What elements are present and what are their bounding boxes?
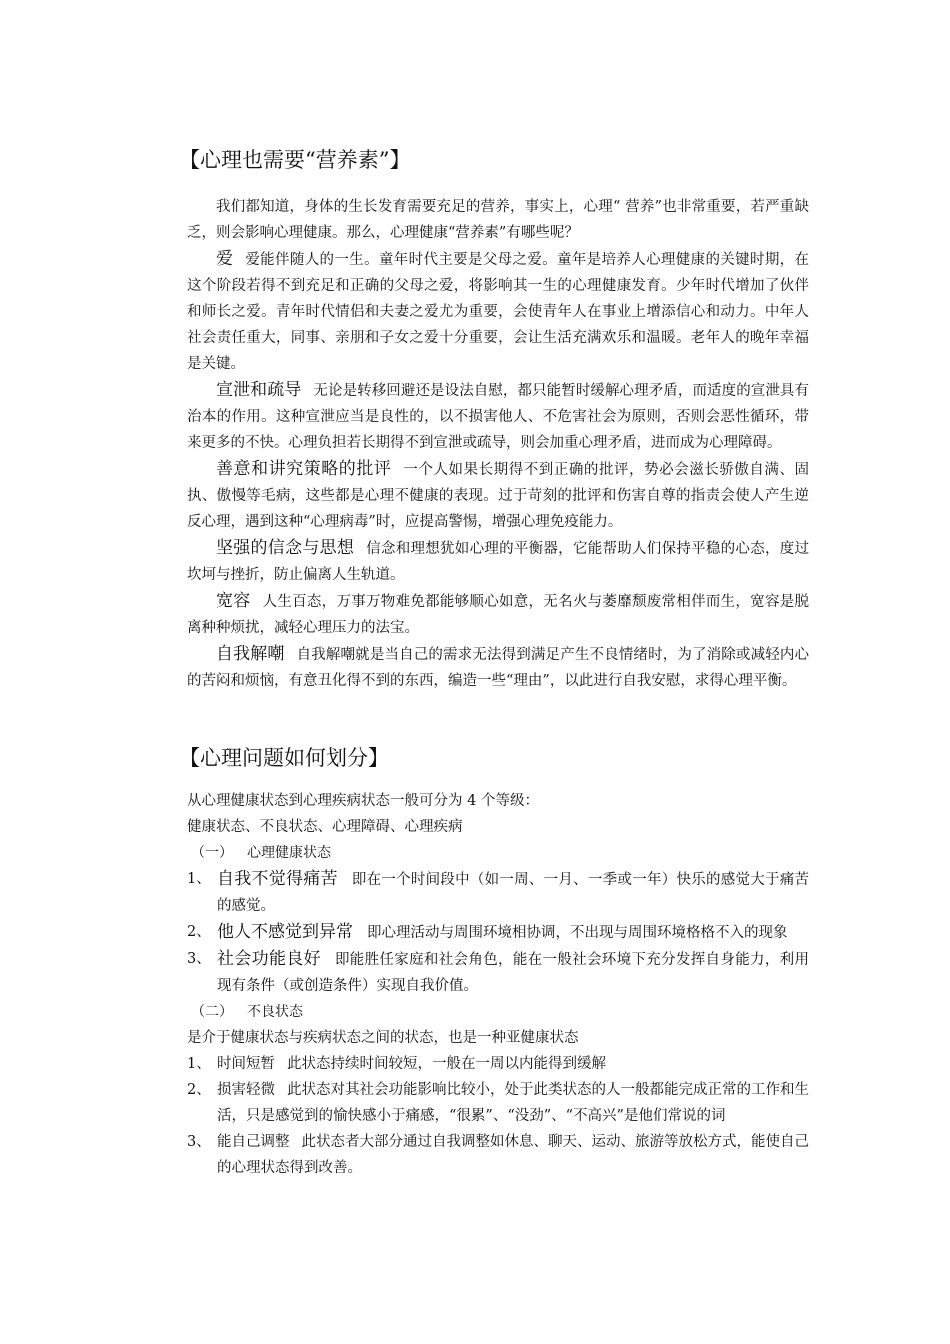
subsection-number: （一） <box>191 845 233 861</box>
section-classification <box>179 738 810 1181</box>
section-nutrition <box>179 140 810 694</box>
list-heading: 社会功能良好 <box>217 949 321 969</box>
list-number: 3、 <box>187 951 211 967</box>
list-item <box>187 1129 809 1181</box>
list-number: 2、 <box>187 1082 211 1098</box>
list-number: 3、 <box>187 1134 211 1150</box>
item-text: 信念和理想犹如心理的平衡器，它能帮助人们保持平稳的心态，度过坎坷与挫折，防止偏离人生轨道。 <box>187 541 810 583</box>
item-text: 无论是转移回避还是设法自慰，都只能暂时缓解心理矛盾，而适度的宣泄具有治本的作用。这种宣泄应当是良性的，以不损害他人、不危害社会为原则，否则会恶性循环，带来更多的不快。心理负担若长期得不到宣泄或疏导，则会加重心理矛盾，进而成为心理障碍。 <box>187 383 810 451</box>
subsection-label: 不良状态 <box>247 1004 303 1020</box>
list-text: 此状态者大部分通过自我调整如休息、聊天、运动、旅游等放松方式，能使自己的心理状态得到改善。 <box>217 1134 809 1176</box>
list-item <box>187 1051 809 1077</box>
item-heading: 宽容 <box>216 591 251 611</box>
item-text: 自我解嘲就是当自己的需求无法得到满足产生不良情绪时，为了消除或减轻内心的苦闷和烦恼，有意丑化得不到的东西，编造一些“理由”，以此进行自我安慰，求得心理平衡。 <box>187 647 810 689</box>
list-item <box>187 919 809 946</box>
section-title: 【心理也需要“营养素”】 <box>179 148 411 172</box>
list-number: 2、 <box>187 924 211 940</box>
item-paragraph <box>187 588 809 641</box>
subsection-number: （二） <box>191 1004 233 1020</box>
list-heading: 损害轻微 <box>217 1082 275 1098</box>
item-paragraph <box>187 535 809 588</box>
item-heading: 坚强的信念与思想 <box>216 538 355 558</box>
list-text: 即在一个时间段中（如一周、一月、一季或一年）快乐的感觉大于痛苦的感觉。 <box>217 872 810 914</box>
item-heading: 善意和讲究策略的批评 <box>216 459 392 479</box>
list-item <box>187 1077 809 1129</box>
list-heading: 他人不感觉到异常 <box>217 922 353 942</box>
list-number: 1、 <box>187 871 211 887</box>
item-paragraph <box>187 641 809 694</box>
item-heading: 自我解嘲 <box>216 644 285 664</box>
list-text: 即心理活动与周围环境相协调，不出现与周围环境格格不入的现象 <box>367 925 788 941</box>
subsection-label: 心理健康状态 <box>247 845 331 861</box>
item-text: 一个人如果长期得不到正确的批评，势必会滋长骄傲自满、固执、傲慢等毛病，这些都是心理不健康的表现。过于苛刻的批评和伤害自尊的指责会使人产生逆反心理，遇到这种“心理病毒”时，应提高警惕，增强心理免疫能力。 <box>187 462 810 530</box>
item-heading: 宣泄和疏导 <box>216 380 302 400</box>
section-title: 【心理问题如何划分】 <box>179 746 389 770</box>
item-paragraph <box>187 377 809 456</box>
list-text: 即能胜任家庭和社会角色，能在一般社会环境下充分发挥自身能力，利用现有条件（或创造条件）实现自我价值。 <box>217 952 810 994</box>
item-paragraph <box>187 456 809 535</box>
list-number: 1、 <box>187 1056 211 1072</box>
subsection-heading <box>187 999 809 1025</box>
item-paragraph <box>187 246 809 377</box>
levels-list: 健康状态、不良状态、心理障碍、心理疾病 <box>187 819 463 835</box>
intro-paragraph: 我们都知道，身体的生长发育需要充足的营养，事实上，心理“ 营养”也非常重要，若严重缺乏，则会影响心理健康。那么，心理健康“营养素”有哪些呢？ <box>187 199 809 241</box>
subsection-description: 是介于健康状态与疾病状态之间的状态，也是一种亚健康状态 <box>187 1030 579 1046</box>
list-heading: 自我不觉得痛苦 <box>217 869 338 889</box>
list-item <box>187 866 809 919</box>
subsection-heading <box>187 840 809 866</box>
list-heading: 时间短暂 <box>217 1056 275 1072</box>
list-item <box>187 946 809 999</box>
list-text: 此状态对其社会功能影响比较小，处于此类状态的人一般都能完成正常的工作和生活，只是感觉到的愉快感小于痛感，“很累”、“没劲”、“不高兴”是他们常说的词 <box>217 1082 809 1124</box>
item-text: 爱能伴随人的一生。童年时代主要是父母之爱。童年是培养人心理健康的关键时期，在这个阶段若得不到充足和正确的父母之爱，将影响其一生的心理健康发育。少年时代增加了伙伴和师长之爱。青年时代情侣和夫妻之爱尤为重要，会使青年人在事业上增添信心和动力。中年人社会责任重大，同事、亲朋和子女之爱十分重要，会让生活充满欢乐和温暖。老年人的晚年幸福是关键。 <box>187 252 809 372</box>
item-heading: 爱 <box>216 249 234 269</box>
item-text: 人生百态，万事万物难免都能够顺心如意，无名火与萎靡颓废常相伴而生，宽容是脱离种种烦扰，减轻心理压力的法宝。 <box>187 594 810 636</box>
levels-intro: 从心理健康状态到心理疾病状态一般可分为 4 个等级： <box>187 793 539 809</box>
list-heading: 能自己调整 <box>217 1134 290 1150</box>
list-text: 此状态持续时间较短，一般在一周以内能得到缓解 <box>287 1056 606 1072</box>
